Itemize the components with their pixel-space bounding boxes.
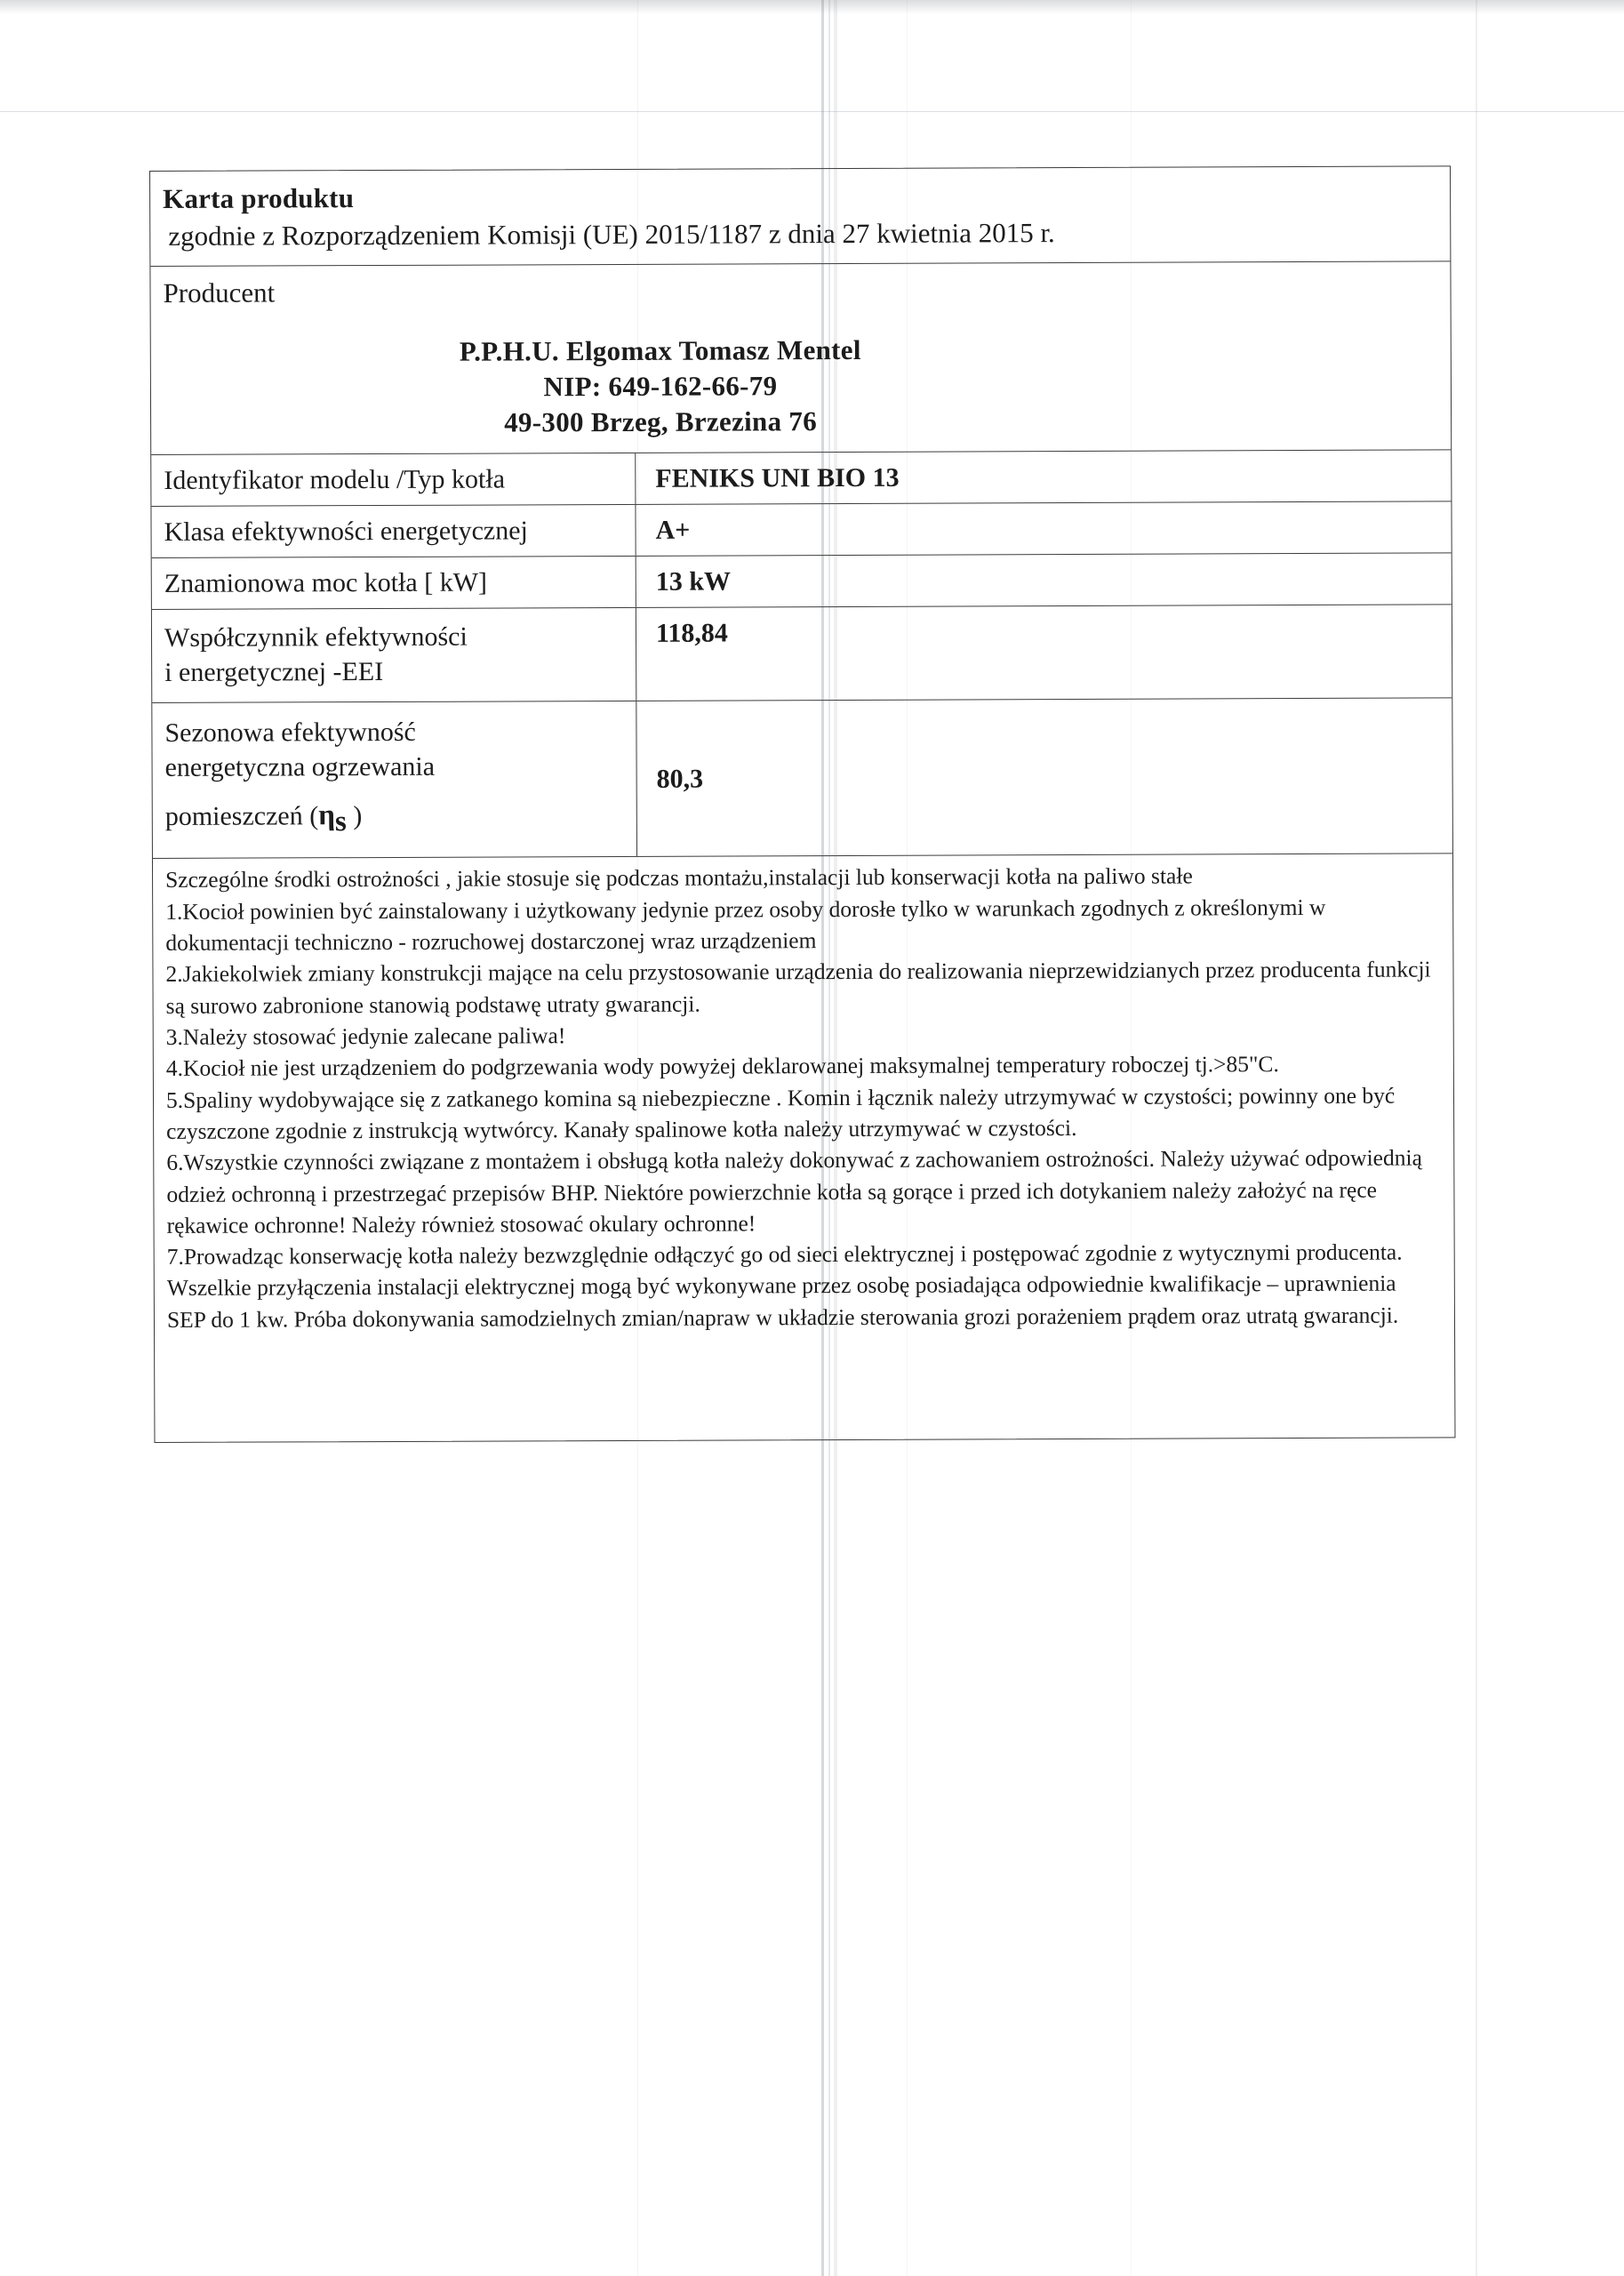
spec-label: Znamionowa moc kotła [ kW] (152, 557, 636, 609)
spec-label: Współczynnik efektywności i energetycznej -EEI (152, 608, 636, 702)
spec-value: A+ (655, 516, 691, 546)
precaution-item: 6.Wszystkie czynności związane z montażem i obsługą kotła należy dokonywać z zachowaniem ostrożności. Należy używać odpowiednią odzież ochronną i przestrzegać przepisów BHP. Niektóre powierzchnie kotła są gorące i przed ich dotykaniem należy założyć na ręce rękawice ochronne! Należy również stosować okulary ochronne! (166, 1144, 1422, 1238)
scan-crease-line (1476, 0, 1477, 2276)
card-header (150, 166, 1450, 267)
eta-subscript: s (334, 805, 347, 838)
spec-label (152, 701, 637, 858)
precaution-item: 4.Kocioł nie jest urządzeniem do podgrzewania wody powyżej deklarowanej maksymalnej temperatury roboczej tj.>85"C. (165, 1051, 1279, 1082)
producer-address: 49-300 Brzeg, Brzezina 76 (504, 405, 818, 438)
spec-label-line-1: Sezonowa efektywność (164, 717, 416, 749)
producer-details (164, 330, 1451, 442)
precaution-item: 2.Jakiekolwiek zmiany konstrukcji mające na celu przystosowanie urządzenia do realizowania nieprzewidzianych przez producenta funkcji są surowo zabronione stanowią podstawę utraty gwarancji. (165, 956, 1431, 1019)
page-title: Karta produktu (163, 182, 355, 214)
spec-label: Identyfikator modelu /Typ kotła (151, 453, 636, 506)
precaution-item: 3.Należy stosować jedynie zalecane paliwa! (165, 1022, 566, 1050)
regulation-subtitle: zgodnie z Rozporządzeniem Komisji (UE) 2015/1187 z dnia 27 kwietnia 2015 r. (168, 216, 1055, 252)
table-row (151, 451, 1451, 508)
spec-value: FENIKS UNI BIO 13 (655, 463, 900, 494)
precaution-item: 5.Spaliny wydobywające się z zatkanego komina są niebezpieczne . Komin i łącznik należy utrzymywać w czystości; powinny one być czyszczone zgodnie z instrukcją wytwórcy. Kanały spalinowe kotła należy utrzymywać w czystości. (165, 1082, 1396, 1144)
spec-label-eta-prefix: pomieszczeń ( (164, 801, 319, 832)
scan-top-shadow (0, 0, 1624, 14)
table-row (152, 554, 1452, 611)
precautions-section (153, 854, 1455, 1442)
eta-symbol: η (318, 799, 336, 832)
product-card-table (149, 165, 1455, 1443)
producer-nip: NIP: 649-162-66-79 (543, 370, 778, 403)
spec-label: Klasa efektywności energetycznej (151, 505, 636, 557)
spec-label-line-2: energetyczna ogrzewania (164, 752, 436, 783)
spec-value: 80,3 (656, 764, 704, 794)
spec-value: 118,84 (655, 618, 728, 649)
table-row (152, 699, 1452, 860)
table-row (151, 502, 1451, 559)
producer-section (150, 262, 1451, 456)
precautions-heading: Szczególne środki ostrożności , jakie stosuje się podczas montażu,instalacji lub konserwacji kotła na paliwo stałe (165, 862, 1193, 894)
producer-label: Producent (163, 276, 276, 309)
precaution-item: 1.Kocioł powinien być zainstalowany i użytkowany jedynie przez osoby dorosłe tylko w warunkach zgodnych z określonymi w dokumentacji techniczno - rozruchowej dostarczonej wraz urządzeniem (165, 894, 1326, 956)
table-row (152, 605, 1452, 704)
scan-horizontal-artifact (0, 111, 1624, 112)
producer-name: P.P.H.U. Elgomax Tomasz Mentel (459, 333, 861, 367)
precaution-item: 7.Prowadząc konserwację kotła należy bezwzględnie odłączyć go od sieci elektrycznej i postępować zgodnie z wytycznymi producenta. Wszelkie przyłączenia instalacji elektrycznej mogą być wykonywane przez osobę posiadająca odpowiednie kwalifikacje – uprawnienia SEP do 1 kw. Próba dokonywania samodzielnych zmian/napraw w układzie sterowania grozi porażeniem prądem oraz utratą gwarancji. (166, 1238, 1403, 1333)
spec-value: 13 kW (655, 566, 732, 597)
spec-label-line-3 (165, 796, 636, 842)
spec-label-eta-suffix: ) (346, 801, 363, 831)
